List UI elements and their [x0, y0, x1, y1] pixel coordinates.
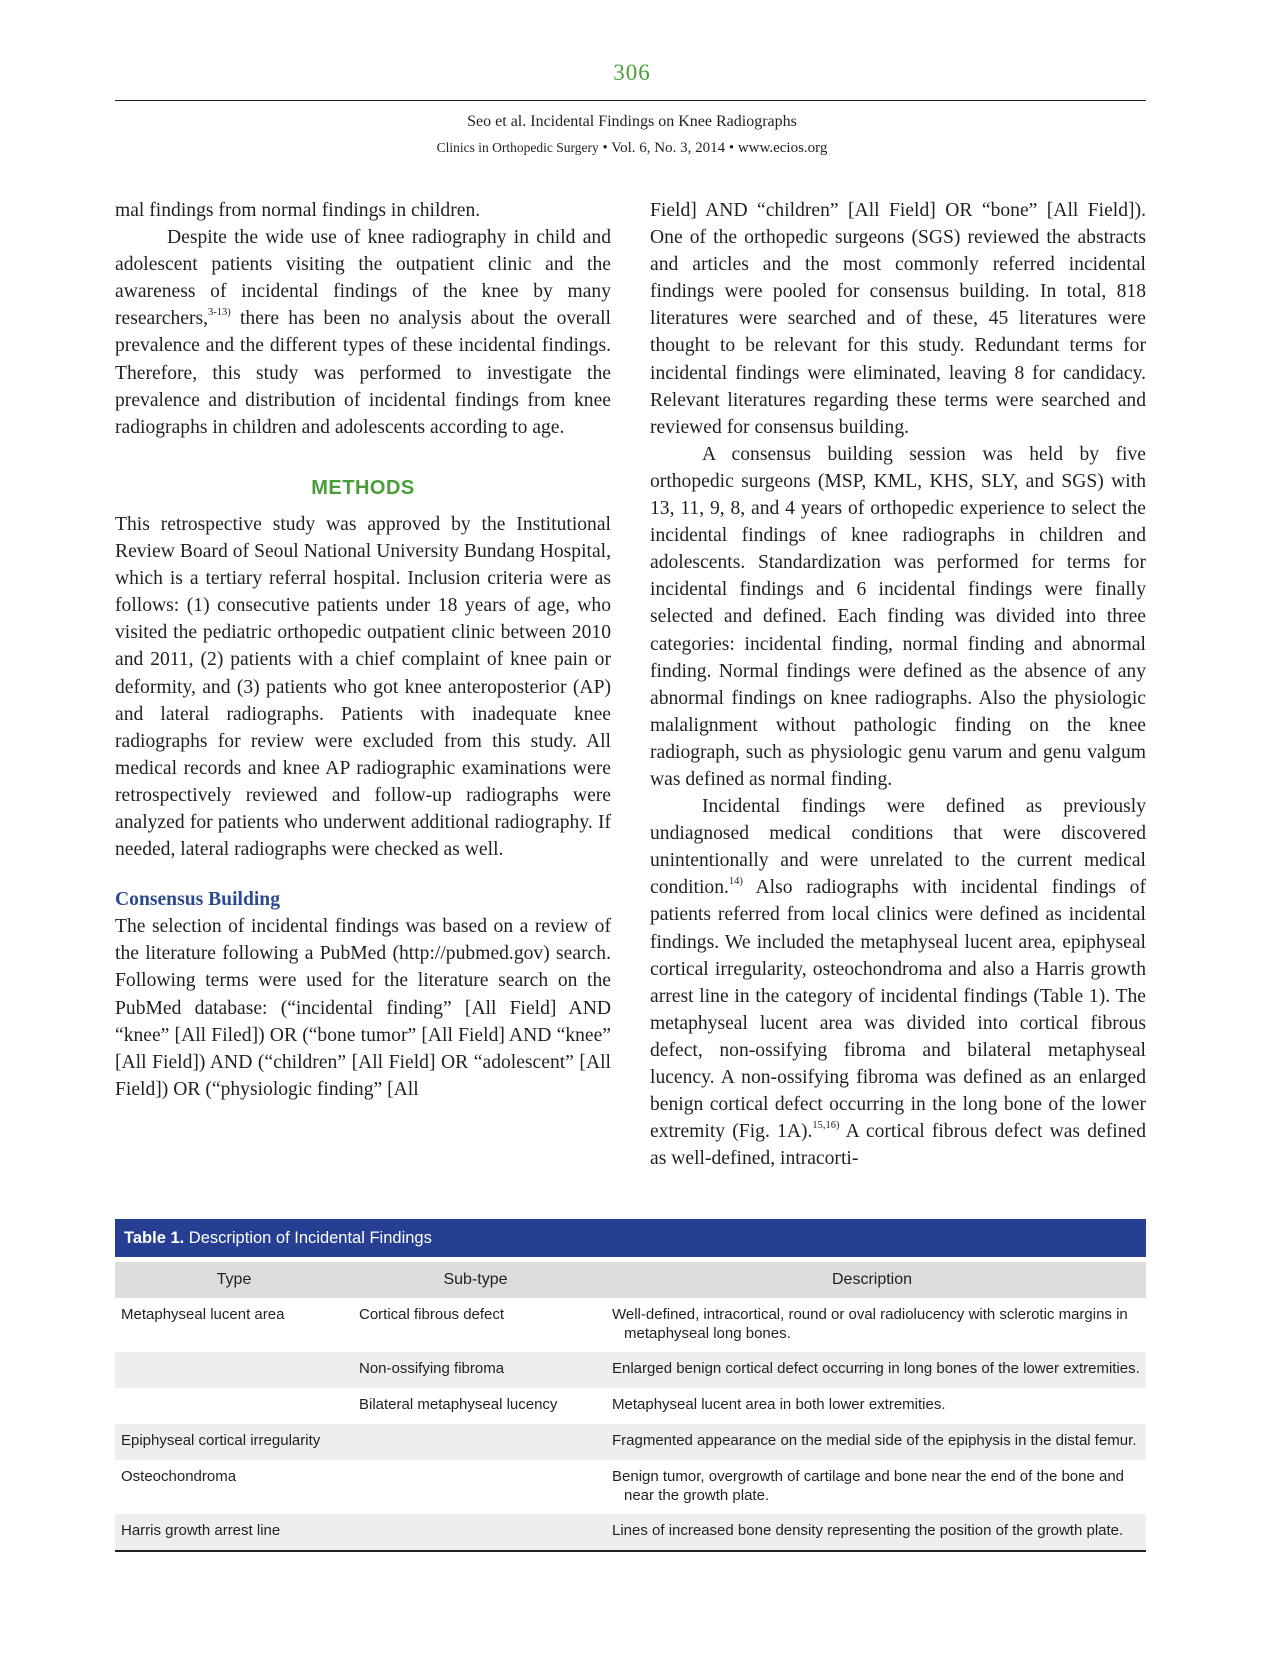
cell-type: Metaphyseal lucent area — [121, 1306, 285, 1323]
paragraph-text: A cortical fibrous defect was defined as well-defined, intracorti- — [650, 1121, 1146, 1170]
cell-description — [598, 1298, 1146, 1352]
table-row — [115, 1298, 1146, 1352]
paragraph — [115, 224, 611, 441]
cell-type — [115, 1352, 353, 1388]
left-column — [115, 197, 611, 1103]
table-row — [115, 1388, 1146, 1424]
description-text: Fragmented appearance on the medial side of the epiphysis in the distal femur. — [612, 1432, 1137, 1449]
page-number: 306 — [613, 60, 651, 85]
cell-subtype — [353, 1460, 598, 1514]
paragraph: The selection of incidental findings was based on a review of the literature following a PubMed (http://pubmed.gov) search. Following terms were used for the literature search on the PubMed database: (“incidental finding” [All Field] AND “knee” [All Filed]) OR (“bone tumor” [All Field] AND “knee” [All Field]) AND (“children” [All Field] OR “adolescent” [All Field]) OR (“physiologic finding” [All — [115, 916, 611, 1100]
cell-description — [598, 1424, 1146, 1460]
table-caption — [115, 1219, 1146, 1257]
description-text: Metaphyseal lucent area in both lower extremities. — [612, 1396, 946, 1413]
table-label: Table 1. — [124, 1229, 185, 1247]
cell-description — [598, 1460, 1146, 1514]
right-column — [650, 197, 1146, 1172]
citation-ref: 14) — [728, 875, 743, 887]
table-bottom-rule — [115, 1550, 1146, 1552]
description-text: Enlarged benign cortical defect occurring in long bones of the lower extremities. — [612, 1360, 1140, 1377]
cell-description — [598, 1514, 1146, 1550]
subsection-heading-consensus: Consensus Building — [115, 889, 280, 911]
journal-name: Clinics in Orthopedic Surgery — [436, 140, 599, 155]
journal-volume-info: • Vol. 6, No. 3, 2014 • www.ecios.org — [598, 140, 828, 156]
header-rule — [115, 100, 1146, 101]
cell-subtype — [353, 1424, 598, 1460]
column-header-type: Type — [115, 1262, 353, 1298]
cell-subtype: Bilateral metaphyseal lucency — [359, 1396, 558, 1413]
paragraph-text: Incidental findings were defined as previously undiagnosed medical conditions that were discovered unintentionally and were unrelated to the current medical condition. — [650, 796, 1146, 899]
cell-subtype: Cortical fibrous defect — [359, 1306, 505, 1323]
column-header-subtype: Sub-type — [353, 1262, 598, 1298]
table-row — [115, 1424, 1146, 1460]
cell-type: Epiphyseal cortical irregularity — [115, 1424, 353, 1460]
paragraph-text: there has been no analysis about the overall prevalence and the different types of these incidental findings. Therefore, this study was performed to investigate the prevalence and distribution of incidental findings from knee radiographs in children and adolescents according to age. — [115, 308, 611, 438]
paragraph-text: Despite the wide use of knee radiography in child and adolescent patients visiting the outpatient clinic and the awareness of incidental findings of the knee by many researchers, — [115, 227, 611, 330]
cell-type — [115, 1388, 353, 1424]
table-row — [115, 1514, 1146, 1550]
journal-info-line — [0, 140, 1264, 157]
paragraph: This retrospective study was approved by the Institutional Review Board of Seoul National University Bundang Hospital, which is a tertiary referral hospital. Inclusion criteria were as follows: (1) consecutive patients under 18 years of age, who visited the pediatric orthopedic outpatient clinic between 2010 and 2011, (2) patients with a chief complaint of knee pain or deformity, and (3) patients who got knee anteroposterior (AP) and lateral radiographs. Patients with inadequate knee radiographs for review were excluded from this study. All medical records and knee AP radiographic examinations were retrospectively reviewed and follow-up radiographs were analyzed for patients who underwent additional radiography. If needed, lateral radiographs were checked as well. — [115, 513, 611, 861]
cell-type: Osteochondroma — [121, 1468, 237, 1485]
cell-subtype: Non-ossifying fibroma — [353, 1352, 598, 1388]
cell-subtype — [353, 1514, 598, 1550]
column-header-description: Description — [598, 1262, 1146, 1298]
paragraph-text: Also radiographs with incidental findings of patients referred from local clinics were defined as incidental findings. We included the metaphyseal lucent area, epiphyseal cortical irregularity, osteochondroma and also a Harris growth arrest line in the category of incidental findings (Table 1). The metaphyseal lucent area was divided into cortical fibrous defect, non-ossifying fibroma and bilateral metaphyseal lucency. A non-ossifying fibroma was defined as an enlarged benign cortical defect occurring in the long bone of the lower extremity (Fig. 1A). — [650, 877, 1146, 1143]
paragraph: Field] AND “children” [All Field] OR “bone” [All Field]). One of the orthopedic surgeons (SGS) reviewed the abstracts and articles and the most commonly referred incidental findings were pooled for consensus building. In total, 818 literatures were searched and of these, 45 literatures were thought to be relevant for this study. Redundant terms for incidental findings were eliminated, leaving 8 for candidacy. Relevant literatures regarding these terms were searched and reviewed for consensus building. — [650, 200, 1146, 438]
table-1 — [115, 1219, 1146, 1552]
paragraph — [650, 793, 1146, 1172]
table-title: Description of Incidental Findings — [184, 1229, 432, 1247]
citation-ref: 3-13) — [208, 306, 231, 318]
cell-description — [598, 1352, 1146, 1388]
table-row — [115, 1352, 1146, 1388]
running-head: Seo et al. Incidental Findings on Knee Radiographs — [467, 113, 797, 130]
table-header-row — [115, 1262, 1146, 1298]
cell-description — [598, 1388, 1146, 1424]
table-row — [115, 1460, 1146, 1514]
description-text: Well-defined, intracortical, round or oval radiolucency with sclerotic margins in metaphyseal long bones. — [612, 1306, 1128, 1342]
cell-type: Harris growth arrest line — [115, 1514, 353, 1550]
paragraph: A consensus building session was held by five orthopedic surgeons (MSP, KML, KHS, SLY, and SGS) with 13, 11, 9, 8, and 4 years of orthopedic experience to select the incidental findings of knee radiographs in children and adolescents. Standardization was performed for terms for incidental findings and 6 incidental findings were finally selected and defined. Each finding was divided into three categories: incidental finding, normal finding and abnormal finding. Normal findings were defined as the absence of any abnormal findings on knee radiographs. Also the physiologic malalignment without pathologic finding on the knee radiograph, such as physiologic genu varum and genu valgum was defined as normal finding. — [650, 443, 1146, 790]
citation-ref: 15,16) — [812, 1119, 840, 1131]
section-heading-methods: METHODS — [311, 476, 415, 499]
paragraph: mal findings from normal findings in children. — [115, 200, 481, 221]
findings-table — [115, 1262, 1146, 1550]
description-text: Benign tumor, overgrowth of cartilage and bone near the end of the bone and near the growth plate. — [612, 1468, 1125, 1504]
description-text: Lines of increased bone density representing the position of the growth plate. — [612, 1522, 1124, 1539]
